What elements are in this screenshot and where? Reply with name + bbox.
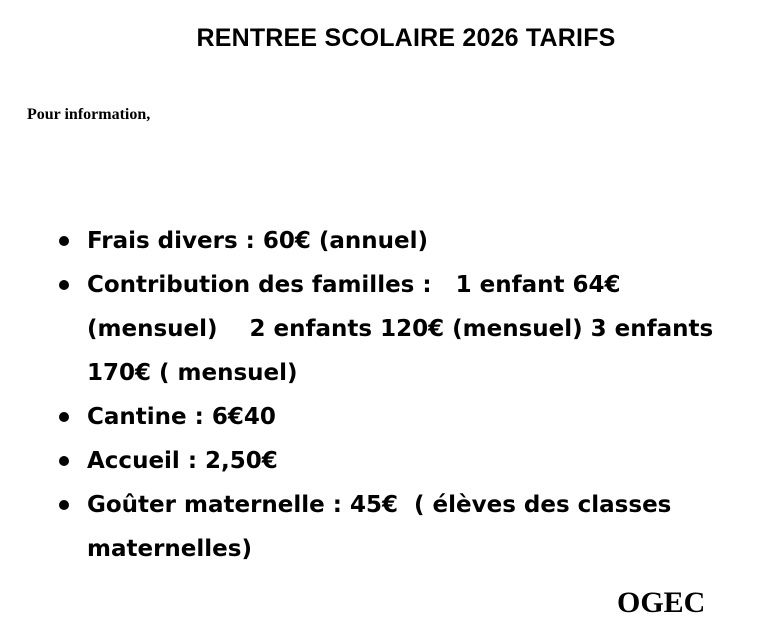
- list-item-contribution-familles: [0, 263, 768, 395]
- list-item-text: maternelles): [87, 536, 252, 562]
- list-item-cantine: [0, 395, 768, 439]
- list-item-gouter-maternelle: [0, 483, 768, 571]
- tarif-list: [0, 219, 768, 571]
- list-item-text: Contribution des familles : 1 enfant 64€: [87, 272, 621, 298]
- bullet-icon: [59, 236, 69, 246]
- bullet-icon: [59, 412, 69, 422]
- intro-text: Pour information,: [27, 106, 151, 123]
- list-item-text: Accueil : 2,50€: [87, 448, 278, 474]
- signature: OGEC: [617, 586, 706, 619]
- bullet-icon: [59, 500, 69, 510]
- bullet-icon: [59, 280, 69, 290]
- list-item-text: Goûter maternelle : 45€ ( élèves des classes: [87, 492, 672, 518]
- list-item-frais-divers: [0, 219, 768, 263]
- list-item-text: 170€ ( mensuel): [87, 360, 298, 386]
- bullet-icon: [59, 456, 69, 466]
- list-item-text: (mensuel) 2 enfants 120€ (mensuel) 3 enfants: [87, 316, 714, 342]
- list-item-text: Cantine : 6€40: [87, 404, 276, 430]
- document-title: RENTREE SCOLAIRE 2026 TARIFS: [196, 24, 616, 52]
- list-item-text: Frais divers : 60€ (annuel): [87, 228, 429, 254]
- list-item-accueil: [0, 439, 768, 483]
